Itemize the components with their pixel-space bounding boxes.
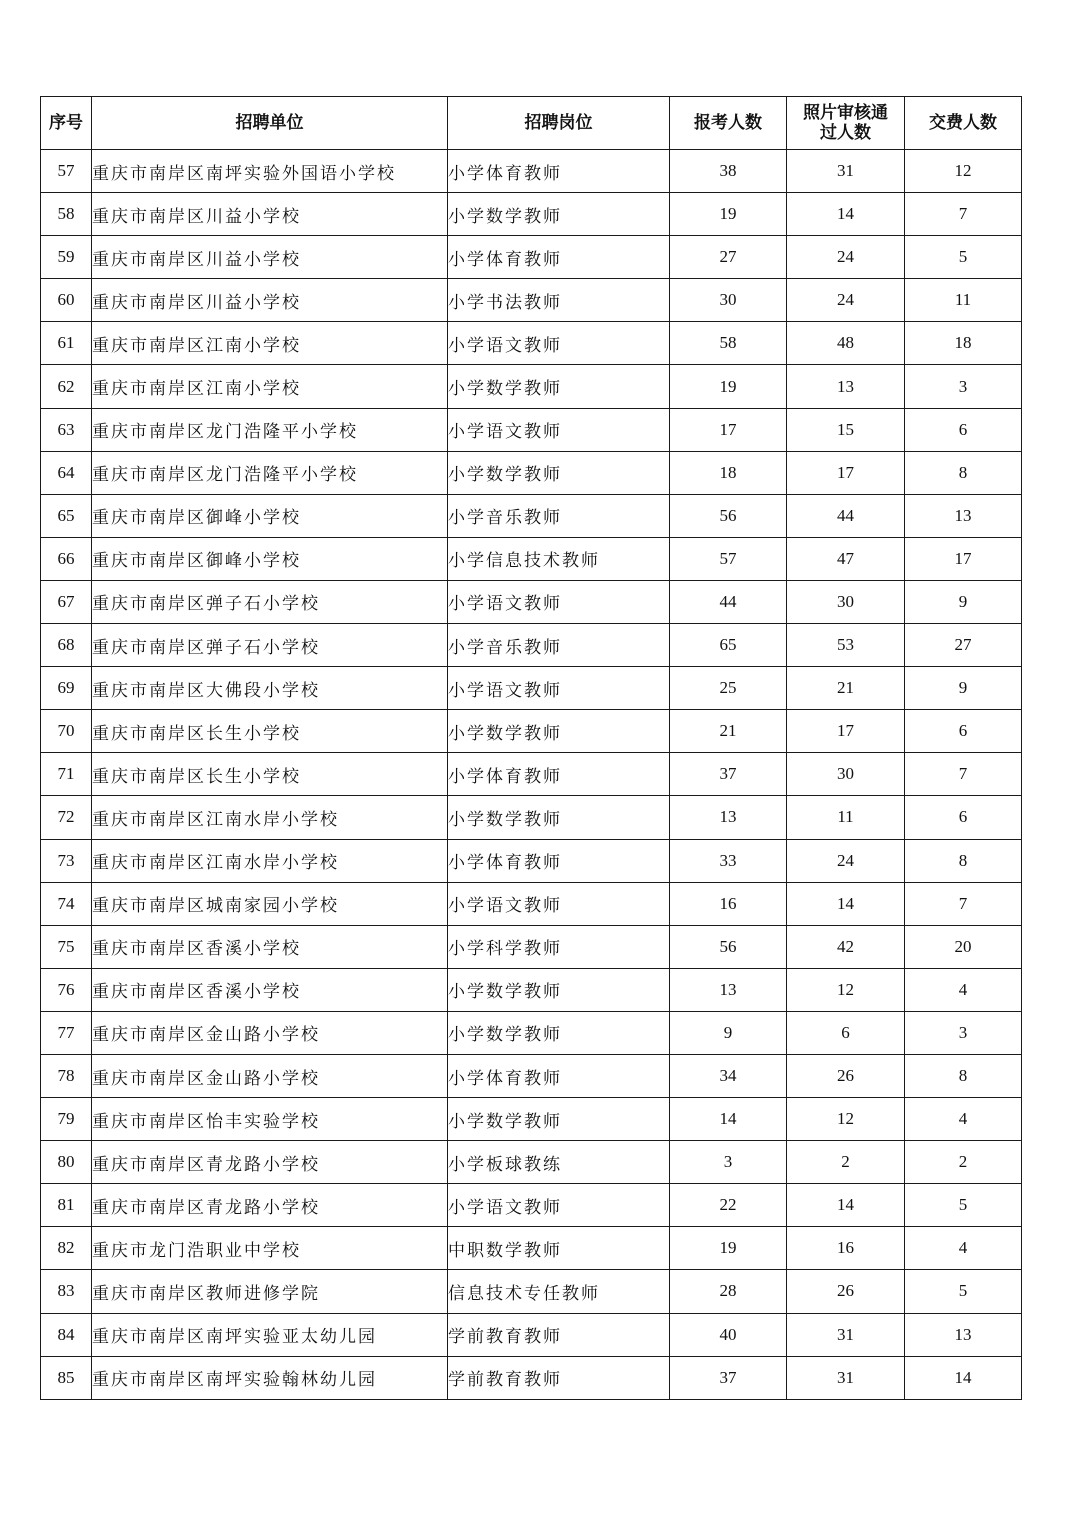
cell-position: 小学数学教师: [448, 451, 670, 494]
cell-paid: 5: [905, 1184, 1022, 1227]
cell-paid: 6: [905, 710, 1022, 753]
cell-paid: 5: [905, 1270, 1022, 1313]
cell-paid: 6: [905, 796, 1022, 839]
cell-unit: 重庆市南岸区御峰小学校: [92, 494, 448, 537]
cell-index: 82: [41, 1227, 92, 1270]
cell-applicants: 13: [670, 796, 787, 839]
recruitment-table: [40, 96, 1022, 1400]
table-row: [41, 1227, 1022, 1270]
table-row: [41, 839, 1022, 882]
cell-photo-approved: 15: [787, 408, 905, 451]
cell-position: 小学数学教师: [448, 968, 670, 1011]
cell-applicants: 44: [670, 580, 787, 623]
cell-applicants: 27: [670, 236, 787, 279]
cell-applicants: 37: [670, 753, 787, 796]
cell-position: 学前教育教师: [448, 1313, 670, 1356]
table-row: [41, 236, 1022, 279]
cell-unit: 重庆市南岸区川益小学校: [92, 279, 448, 322]
cell-index: 70: [41, 710, 92, 753]
cell-position: 小学板球教练: [448, 1141, 670, 1184]
cell-index: 76: [41, 968, 92, 1011]
cell-unit: 重庆市南岸区南坪实验亚太幼儿园: [92, 1313, 448, 1356]
table-row: [41, 667, 1022, 710]
cell-position: 小学体育教师: [448, 1054, 670, 1097]
header-index: 序号: [41, 97, 92, 150]
cell-position: 小学音乐教师: [448, 494, 670, 537]
cell-paid: 18: [905, 322, 1022, 365]
cell-unit: 重庆市南岸区长生小学校: [92, 710, 448, 753]
cell-paid: 2: [905, 1141, 1022, 1184]
cell-paid: 8: [905, 1054, 1022, 1097]
cell-index: 77: [41, 1011, 92, 1054]
cell-unit: 重庆市南岸区青龙路小学校: [92, 1141, 448, 1184]
table-row: [41, 1098, 1022, 1141]
cell-index: 65: [41, 494, 92, 537]
cell-photo-approved: 12: [787, 968, 905, 1011]
cell-position: 中职数学教师: [448, 1227, 670, 1270]
cell-paid: 14: [905, 1356, 1022, 1399]
cell-index: 59: [41, 236, 92, 279]
cell-photo-approved: 53: [787, 624, 905, 667]
table-row: [41, 925, 1022, 968]
cell-paid: 9: [905, 580, 1022, 623]
cell-applicants: 28: [670, 1270, 787, 1313]
table-row: [41, 322, 1022, 365]
cell-photo-approved: 42: [787, 925, 905, 968]
cell-position: 小学体育教师: [448, 839, 670, 882]
cell-photo-approved: 31: [787, 1356, 905, 1399]
cell-unit: 重庆市南岸区香溪小学校: [92, 925, 448, 968]
cell-applicants: 30: [670, 279, 787, 322]
cell-position: 小学体育教师: [448, 150, 670, 193]
cell-photo-approved: 24: [787, 236, 905, 279]
cell-unit: 重庆市南岸区御峰小学校: [92, 537, 448, 580]
cell-paid: 7: [905, 753, 1022, 796]
cell-position: 小学语文教师: [448, 322, 670, 365]
cell-position: 小学数学教师: [448, 193, 670, 236]
cell-position: 小学信息技术教师: [448, 537, 670, 580]
table-row: [41, 882, 1022, 925]
cell-photo-approved: 16: [787, 1227, 905, 1270]
table-row: [41, 710, 1022, 753]
table-row: [41, 193, 1022, 236]
table-row: [41, 624, 1022, 667]
cell-index: 57: [41, 150, 92, 193]
cell-position: 小学数学教师: [448, 1011, 670, 1054]
cell-paid: 7: [905, 193, 1022, 236]
cell-photo-approved: 24: [787, 279, 905, 322]
cell-position: 小学语文教师: [448, 882, 670, 925]
cell-index: 62: [41, 365, 92, 408]
cell-index: 78: [41, 1054, 92, 1097]
cell-paid: 13: [905, 1313, 1022, 1356]
header-unit: 招聘单位: [92, 97, 448, 150]
cell-paid: 4: [905, 1227, 1022, 1270]
cell-applicants: 34: [670, 1054, 787, 1097]
table-row: [41, 1356, 1022, 1399]
cell-index: 60: [41, 279, 92, 322]
cell-photo-approved: 17: [787, 451, 905, 494]
cell-index: 63: [41, 408, 92, 451]
cell-paid: 11: [905, 279, 1022, 322]
cell-unit: 重庆市南岸区南坪实验外国语小学校: [92, 150, 448, 193]
cell-applicants: 65: [670, 624, 787, 667]
cell-index: 58: [41, 193, 92, 236]
header-photo-approved: 照片审核通过人数: [787, 97, 905, 150]
cell-applicants: 21: [670, 710, 787, 753]
cell-applicants: 17: [670, 408, 787, 451]
cell-paid: 5: [905, 236, 1022, 279]
table-row: [41, 1011, 1022, 1054]
table-row: [41, 365, 1022, 408]
cell-unit: 重庆市南岸区江南小学校: [92, 365, 448, 408]
cell-paid: 6: [905, 408, 1022, 451]
cell-position: 小学数学教师: [448, 796, 670, 839]
cell-unit: 重庆市南岸区怡丰实验学校: [92, 1098, 448, 1141]
table-row: [41, 408, 1022, 451]
cell-position: 小学书法教师: [448, 279, 670, 322]
cell-paid: 9: [905, 667, 1022, 710]
cell-photo-approved: 30: [787, 753, 905, 796]
cell-photo-approved: 6: [787, 1011, 905, 1054]
cell-applicants: 14: [670, 1098, 787, 1141]
cell-photo-approved: 2: [787, 1141, 905, 1184]
cell-paid: 3: [905, 1011, 1022, 1054]
cell-position: 小学语文教师: [448, 408, 670, 451]
cell-index: 85: [41, 1356, 92, 1399]
table-row: [41, 494, 1022, 537]
cell-unit: 重庆市南岸区教师进修学院: [92, 1270, 448, 1313]
table-row: [41, 580, 1022, 623]
cell-position: 学前教育教师: [448, 1356, 670, 1399]
cell-index: 69: [41, 667, 92, 710]
cell-applicants: 56: [670, 494, 787, 537]
cell-paid: 4: [905, 968, 1022, 1011]
cell-index: 67: [41, 580, 92, 623]
cell-index: 71: [41, 753, 92, 796]
cell-photo-approved: 12: [787, 1098, 905, 1141]
cell-unit: 重庆市南岸区川益小学校: [92, 193, 448, 236]
cell-unit: 重庆市南岸区城南家园小学校: [92, 882, 448, 925]
cell-applicants: 22: [670, 1184, 787, 1227]
cell-position: 小学语文教师: [448, 667, 670, 710]
cell-position: 小学数学教师: [448, 1098, 670, 1141]
table-row: [41, 796, 1022, 839]
cell-photo-approved: 31: [787, 1313, 905, 1356]
table-row: [41, 1184, 1022, 1227]
cell-position: 小学数学教师: [448, 365, 670, 408]
cell-position: 小学语文教师: [448, 1184, 670, 1227]
cell-paid: 17: [905, 537, 1022, 580]
cell-unit: 重庆市南岸区川益小学校: [92, 236, 448, 279]
cell-unit: 重庆市南岸区长生小学校: [92, 753, 448, 796]
cell-position: 小学语文教师: [448, 580, 670, 623]
cell-applicants: 56: [670, 925, 787, 968]
cell-index: 66: [41, 537, 92, 580]
cell-index: 83: [41, 1270, 92, 1313]
cell-applicants: 40: [670, 1313, 787, 1356]
cell-applicants: 33: [670, 839, 787, 882]
cell-photo-approved: 44: [787, 494, 905, 537]
cell-index: 68: [41, 624, 92, 667]
cell-applicants: 19: [670, 193, 787, 236]
cell-unit: 重庆市南岸区江南水岸小学校: [92, 839, 448, 882]
cell-index: 75: [41, 925, 92, 968]
cell-photo-approved: 24: [787, 839, 905, 882]
cell-paid: 13: [905, 494, 1022, 537]
cell-index: 81: [41, 1184, 92, 1227]
cell-applicants: 19: [670, 1227, 787, 1270]
cell-photo-approved: 31: [787, 150, 905, 193]
cell-photo-approved: 14: [787, 1184, 905, 1227]
cell-photo-approved: 47: [787, 537, 905, 580]
cell-unit: 重庆市南岸区青龙路小学校: [92, 1184, 448, 1227]
cell-applicants: 9: [670, 1011, 787, 1054]
cell-unit: 重庆市南岸区香溪小学校: [92, 968, 448, 1011]
cell-paid: 20: [905, 925, 1022, 968]
table-row: [41, 537, 1022, 580]
cell-photo-approved: 48: [787, 322, 905, 365]
cell-index: 73: [41, 839, 92, 882]
table-row: [41, 150, 1022, 193]
cell-unit: 重庆市南岸区南坪实验翰林幼儿园: [92, 1356, 448, 1399]
cell-unit: 重庆市南岸区金山路小学校: [92, 1011, 448, 1054]
header-paid: 交费人数: [905, 97, 1022, 150]
cell-photo-approved: 21: [787, 667, 905, 710]
cell-applicants: 19: [670, 365, 787, 408]
cell-unit: 重庆市南岸区江南水岸小学校: [92, 796, 448, 839]
cell-photo-approved: 11: [787, 796, 905, 839]
cell-applicants: 57: [670, 537, 787, 580]
cell-index: 72: [41, 796, 92, 839]
cell-index: 79: [41, 1098, 92, 1141]
cell-position: 小学科学教师: [448, 925, 670, 968]
table-row: [41, 1054, 1022, 1097]
cell-paid: 4: [905, 1098, 1022, 1141]
cell-paid: 12: [905, 150, 1022, 193]
cell-position: 信息技术专任教师: [448, 1270, 670, 1313]
table-row: [41, 753, 1022, 796]
header-position: 招聘岗位: [448, 97, 670, 150]
cell-unit: 重庆市南岸区弹子石小学校: [92, 624, 448, 667]
cell-paid: 3: [905, 365, 1022, 408]
cell-applicants: 37: [670, 1356, 787, 1399]
header-row: [41, 97, 1022, 150]
cell-paid: 8: [905, 839, 1022, 882]
cell-paid: 7: [905, 882, 1022, 925]
cell-photo-approved: 17: [787, 710, 905, 753]
cell-unit: 重庆市南岸区大佛段小学校: [92, 667, 448, 710]
header-applicants: 报考人数: [670, 97, 787, 150]
cell-unit: 重庆市南岸区弹子石小学校: [92, 580, 448, 623]
cell-unit: 重庆市南岸区金山路小学校: [92, 1054, 448, 1097]
cell-applicants: 16: [670, 882, 787, 925]
cell-index: 64: [41, 451, 92, 494]
table-row: [41, 1270, 1022, 1313]
table-row: [41, 279, 1022, 322]
table-row: [41, 1141, 1022, 1184]
cell-applicants: 3: [670, 1141, 787, 1184]
cell-index: 61: [41, 322, 92, 365]
cell-position: 小学体育教师: [448, 236, 670, 279]
cell-photo-approved: 26: [787, 1054, 905, 1097]
cell-photo-approved: 13: [787, 365, 905, 408]
table-row: [41, 968, 1022, 1011]
cell-unit: 重庆市龙门浩职业中学校: [92, 1227, 448, 1270]
cell-unit: 重庆市南岸区龙门浩隆平小学校: [92, 451, 448, 494]
cell-photo-approved: 14: [787, 882, 905, 925]
table-row: [41, 451, 1022, 494]
cell-applicants: 58: [670, 322, 787, 365]
cell-index: 84: [41, 1313, 92, 1356]
cell-position: 小学体育教师: [448, 753, 670, 796]
cell-unit: 重庆市南岸区龙门浩隆平小学校: [92, 408, 448, 451]
cell-position: 小学音乐教师: [448, 624, 670, 667]
cell-paid: 27: [905, 624, 1022, 667]
cell-photo-approved: 14: [787, 193, 905, 236]
cell-photo-approved: 26: [787, 1270, 905, 1313]
cell-applicants: 18: [670, 451, 787, 494]
cell-unit: 重庆市南岸区江南小学校: [92, 322, 448, 365]
cell-applicants: 13: [670, 968, 787, 1011]
table-row: [41, 1313, 1022, 1356]
cell-index: 80: [41, 1141, 92, 1184]
cell-applicants: 38: [670, 150, 787, 193]
cell-index: 74: [41, 882, 92, 925]
cell-applicants: 25: [670, 667, 787, 710]
cell-position: 小学数学教师: [448, 710, 670, 753]
cell-paid: 8: [905, 451, 1022, 494]
cell-photo-approved: 30: [787, 580, 905, 623]
